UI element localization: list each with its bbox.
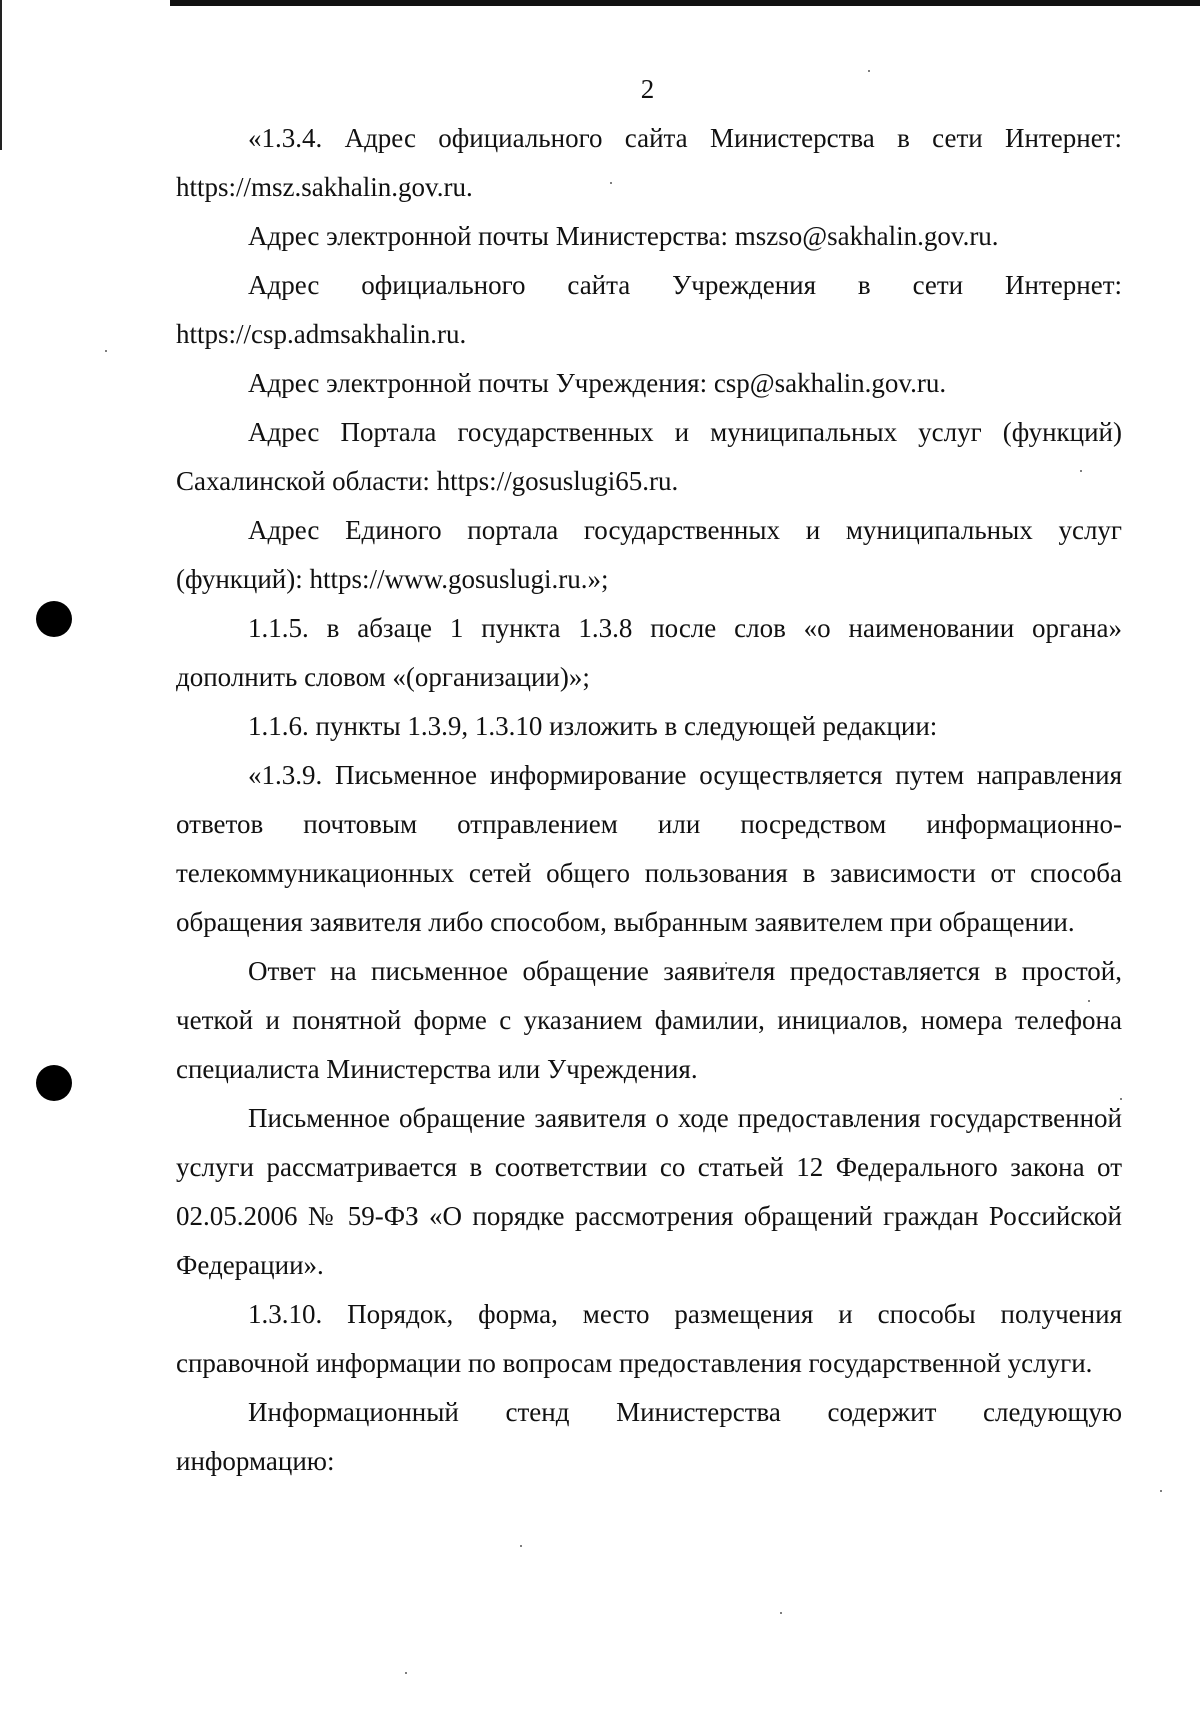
punch-hole-mark xyxy=(36,601,72,637)
paragraph: Ответ на письменное обращение заявителя предоставляется в простой, четкой и понятной форме с указанием фамилии, инициалов, номера телефона специалиста Министерства или Учреждения. xyxy=(176,956,1122,1084)
paragraph: 1.1.6. пункты 1.3.9, 1.3.10 изложить в следующей редакции: xyxy=(248,711,938,741)
paragraph: Информационный стенд Министерства содержит следующую информацию: xyxy=(176,1397,1122,1476)
paragraph: Адрес электронной почты Учреждения: csp@sakhalin.gov.ru. xyxy=(248,368,947,398)
paragraph: «1.3.9. Письменное информирование осуществляется путем направления ответов почтовым отправлением или посредством информационно-телекоммуникационных сетей общего пользования в зависимости от способа обращения заявителя либо способом, выбранным заявителем при обращении. xyxy=(176,760,1122,937)
punch-hole-mark xyxy=(36,1065,72,1101)
document-body xyxy=(176,114,1122,1486)
scan-speck xyxy=(780,1612,782,1614)
paragraph: 1.1.5. в абзаце 1 пункта 1.3.8 после слов «о наименовании органа» дополнить словом «(организации)»; xyxy=(176,613,1122,692)
paragraph: Адрес электронной почты Министерства: mszso@sakhalin.gov.ru. xyxy=(248,221,999,251)
paragraph: Адрес официального сайта Учреждения в сети Интернет: https://csp.admsakhalin.ru. xyxy=(176,270,1122,349)
scan-top-edge xyxy=(170,0,1200,6)
paragraph: Адрес Единого портала государственных и муниципальных услуг (функций): https://www.gosuslugi.ru.»; xyxy=(176,515,1122,594)
page-number: 2 xyxy=(640,74,655,104)
scan-speck xyxy=(105,350,107,352)
scan-speck xyxy=(405,1672,407,1674)
paragraph: 1.3.10. Порядок, форма, место размещения и способы получения справочной информации по вопросам предоставления государственной услуги. xyxy=(176,1299,1122,1378)
paragraph: Адрес Портала государственных и муниципальных услуг (функций) Сахалинской области: https://gosuslugi65.ru. xyxy=(176,417,1122,496)
paragraph: «1.3.4. Адрес официального сайта Министерства в сети Интернет: https://msz.sakhalin.gov.ru. xyxy=(176,123,1122,202)
scan-speck xyxy=(1160,1490,1162,1492)
paragraph: Письменное обращение заявителя о ходе предоставления государственной услуги рассматривается в соответствии со статьей 12 Федерального закона от 02.05.2006 № 59-ФЗ «О порядке рассмотрения обращений граждан Российской Федерации». xyxy=(176,1103,1122,1280)
scan-speck xyxy=(520,1545,522,1547)
